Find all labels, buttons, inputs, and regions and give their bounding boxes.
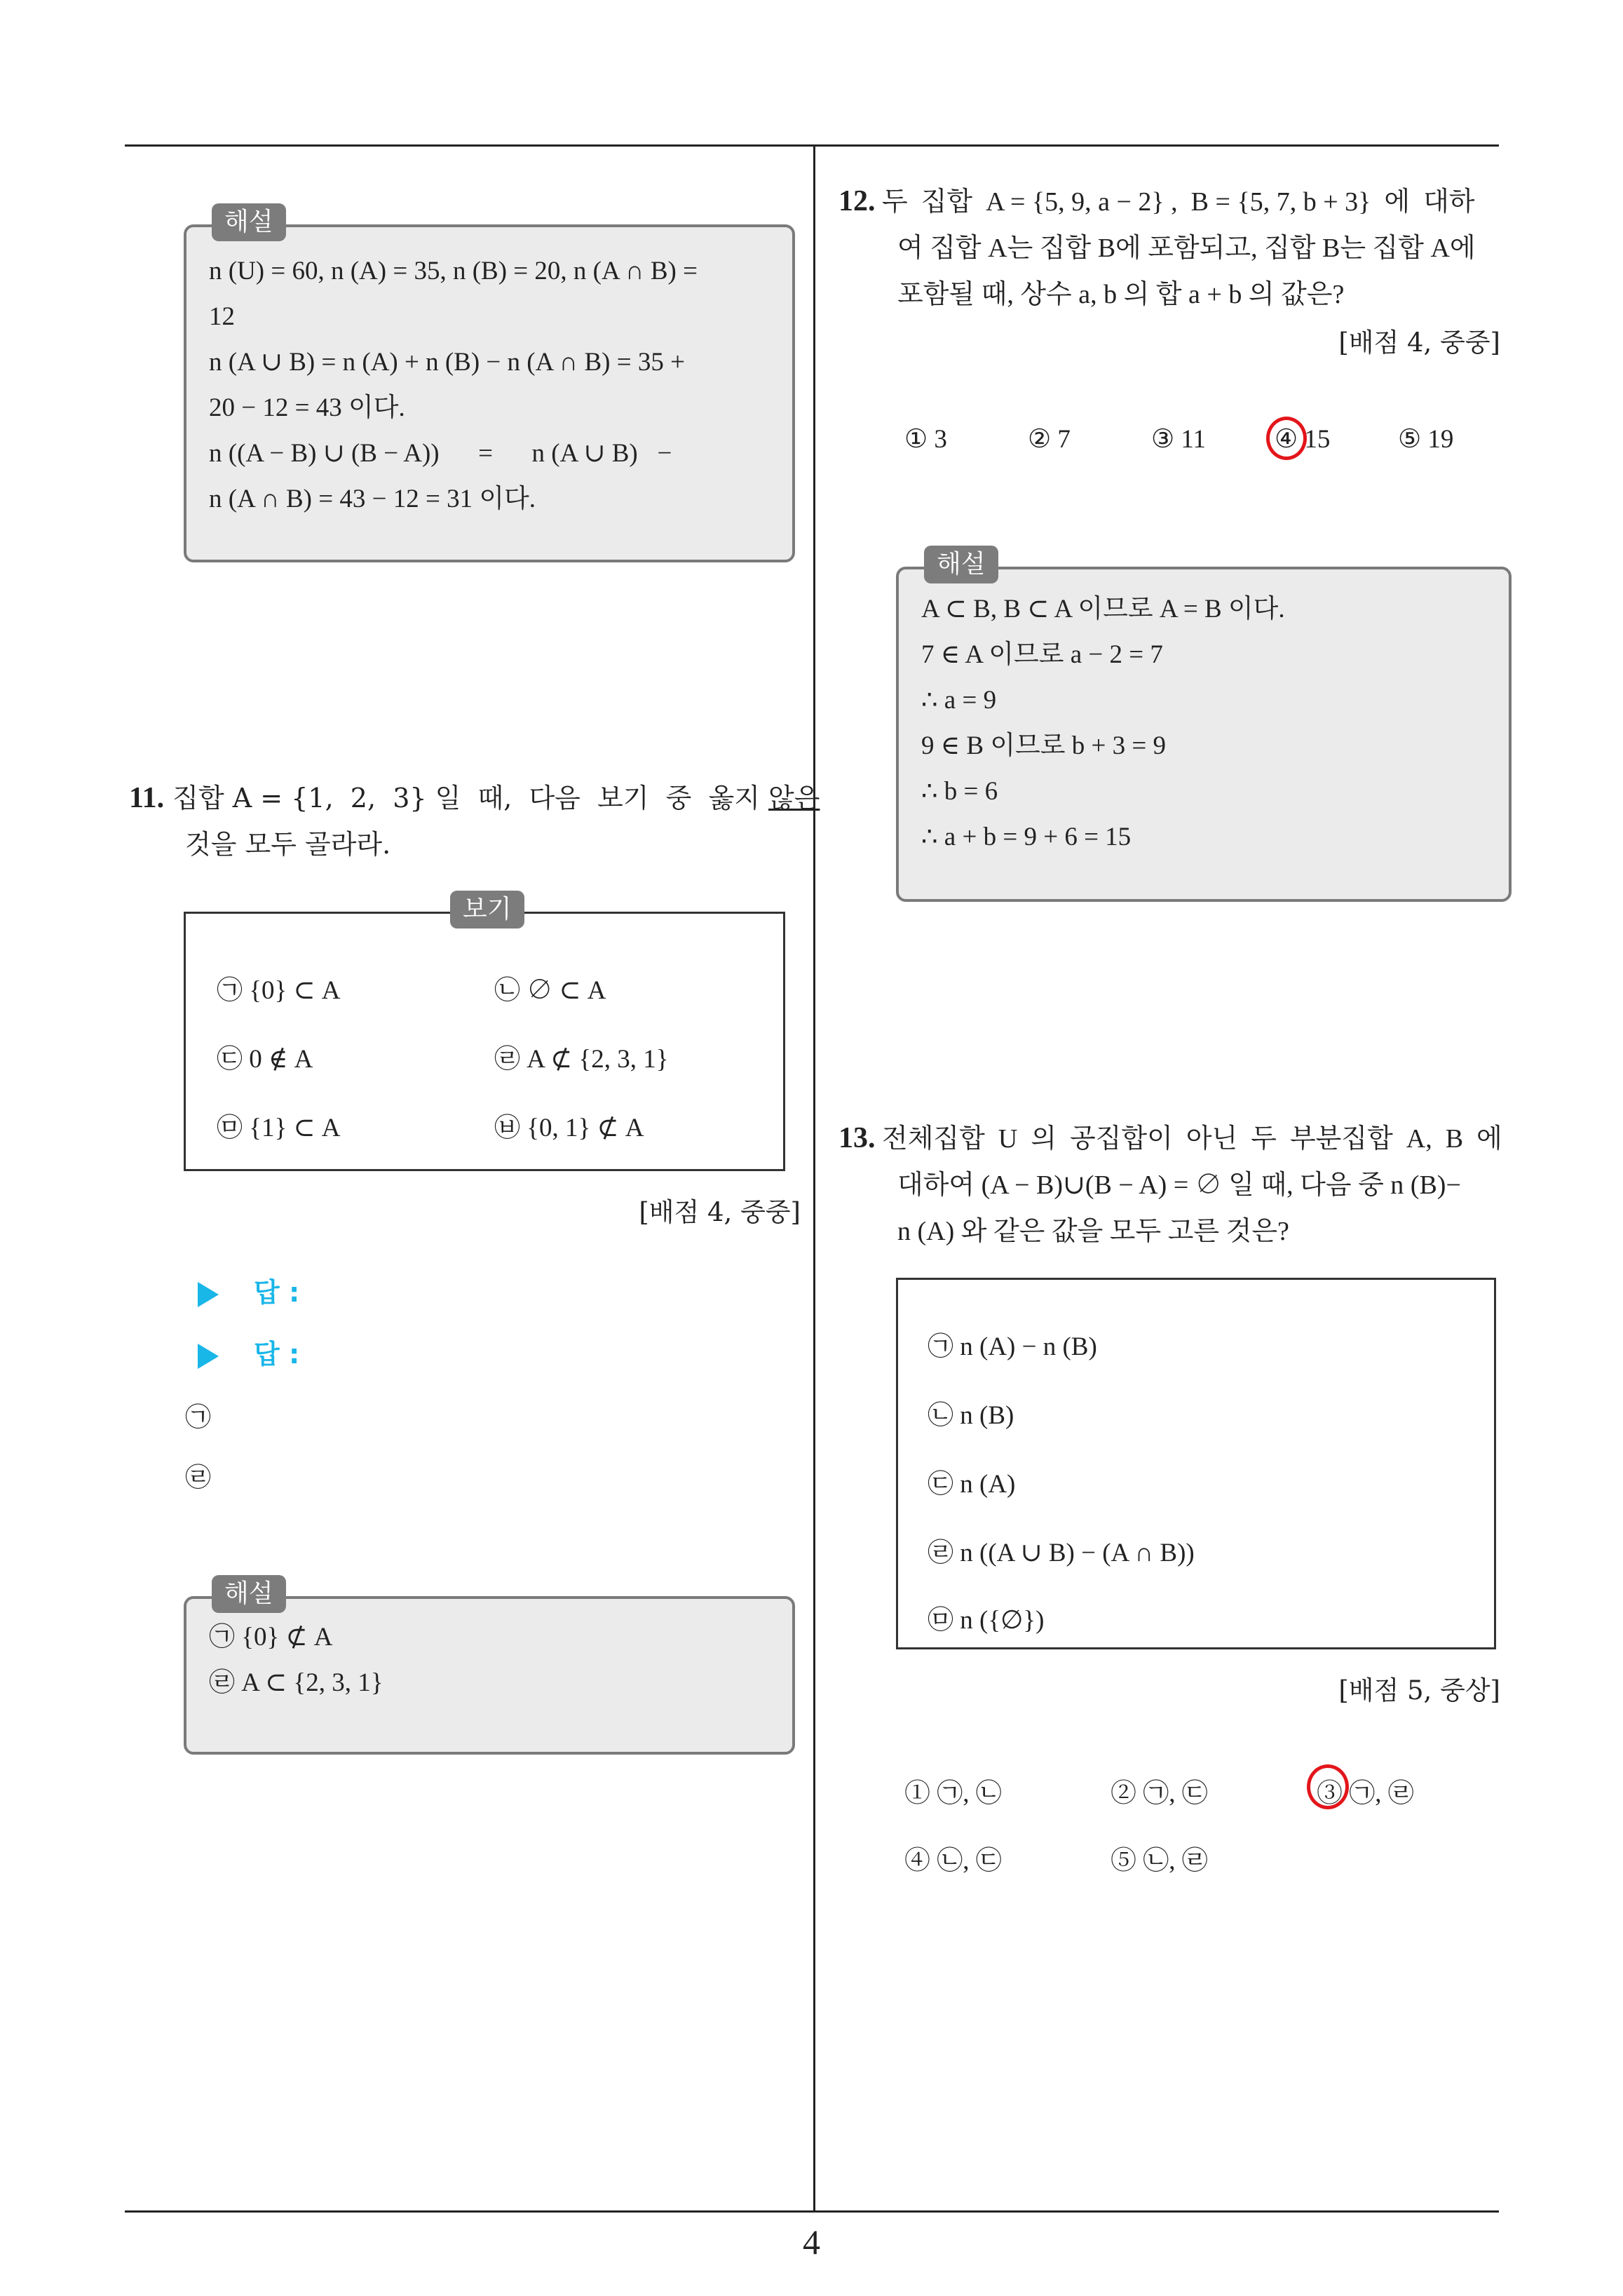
example-tag: 보기 <box>450 891 524 928</box>
solution-line: A ⊂ B, B ⊂ A 이므로 A = B 이다. <box>921 595 1285 623</box>
option-3[interactable]: ③ 11 <box>1151 425 1207 454</box>
column-divider <box>813 144 815 2212</box>
example-item: ㉣ A ⊄ {2, 3, 1} <box>494 1045 669 1074</box>
condition-item: ㉤ n ({∅}) <box>928 1606 1045 1635</box>
solution-line: ∴ a = 9 <box>921 686 997 715</box>
example-item: ㉠ {0} ⊂ A <box>217 976 341 1005</box>
solution-line: ㉣ A ⊂ {2, 3, 1} <box>209 1668 383 1697</box>
condition-item: ㉠ n (A) − n (B) <box>928 1332 1097 1361</box>
question-11 <box>129 775 820 867</box>
condition-item: ㉣ n ((A ∪ B) − (A ∩ B)) <box>928 1539 1195 1567</box>
condition-item: ㉢ n (A) <box>928 1470 1016 1499</box>
solution-line: 9 ∈ B 이므로 b + 3 = 9 <box>921 731 1167 760</box>
answer-label-1: 답 : <box>198 1271 299 1309</box>
option-2[interactable]: ② 7 <box>1028 425 1071 454</box>
solution-line: n (A ∩ B) = 43 − 12 = 31 이다. <box>209 485 536 513</box>
answer-mark-circle <box>1307 1764 1349 1809</box>
question-number: 12. <box>838 185 876 217</box>
option-2[interactable]: ② ㉠, ㉢ <box>1111 1779 1208 1808</box>
solution-box-q11 <box>184 1596 795 1755</box>
solution-tag: 해설 <box>924 546 998 583</box>
solution-tag: 해설 <box>212 1575 286 1613</box>
solution-line: ∴ a + b = 9 + 6 = 15 <box>921 823 1132 851</box>
solution-line: 7 ∈ A 이므로 a − 2 = 7 <box>921 640 1163 669</box>
option-4[interactable]: ④ 15 <box>1275 425 1331 454</box>
score-label: [배점 4, 중중] <box>1338 327 1500 358</box>
solution-box-q10 <box>184 224 795 562</box>
option-5[interactable]: ⑤ 19 <box>1398 425 1454 454</box>
solution-line: 20 − 12 = 43 이다. <box>209 393 405 422</box>
example-box <box>184 912 785 1171</box>
option-4[interactable]: ④ ㉡, ㉢ <box>904 1846 1002 1875</box>
question-text: 두 집합 A = {5, 9, a − 2} , B = {5, 7, b + 3} 에 대하 <box>882 187 1475 217</box>
example-item: ㉤ {1} ⊂ A <box>217 1114 341 1142</box>
solution-tag: 해설 <box>212 203 286 241</box>
option-1[interactable]: ① ㉠, ㉡ <box>904 1779 1002 1808</box>
question-text: 여 집합 A는 집합 B에 포함되고, 집합 B는 집합 A에 <box>897 234 1476 263</box>
score-label: [배점 4, 중중] <box>639 1197 801 1227</box>
option-5[interactable]: ⑤ ㉡, ㉣ <box>1111 1846 1208 1875</box>
solution-line: 12 <box>209 302 235 331</box>
question-text: 전체집합 U 의 공집합이 아닌 두 부분집합 A, B 에 <box>882 1124 1502 1154</box>
solution-line: ㉠ {0} ⊄ A <box>209 1623 333 1652</box>
answer-mark-circle <box>1266 417 1307 460</box>
question-number: 13. <box>838 1122 876 1154</box>
question-number: 11. <box>129 782 165 814</box>
answer-value: ㉠ <box>185 1403 211 1432</box>
example-item: ㉥ {0, 1} ⊄ A <box>494 1114 644 1142</box>
question-text: 것을 모두 골라라. <box>185 829 391 860</box>
underlined-word: 않은 <box>768 783 820 813</box>
option-3[interactable]: ③ ㉠, ㉣ <box>1317 1779 1414 1808</box>
play-arrow-icon <box>198 1344 219 1369</box>
question-12 <box>838 178 1519 318</box>
answer-label-2: 답 : <box>198 1332 299 1371</box>
condition-item: ㉡ n (B) <box>928 1401 1014 1430</box>
option-1[interactable]: ① 3 <box>904 425 947 454</box>
answer-value: ㉣ <box>185 1464 211 1492</box>
score-label: [배점 5, 중상] <box>1338 1675 1500 1706</box>
example-item: ㉡ ∅ ⊂ A <box>494 976 606 1005</box>
top-rule <box>125 144 1499 147</box>
play-arrow-icon <box>198 1282 219 1307</box>
solution-line: ∴ b = 6 <box>921 777 998 806</box>
question-text: 집합 A = {1, 2, 3} 일 때, 다음 보기 중 옳지 <box>172 783 768 813</box>
question-text: n (A) 와 같은 값을 모두 고른 것은? <box>897 1217 1289 1246</box>
condition-box <box>896 1278 1496 1649</box>
question-text: 포함될 때, 상수 a, b 의 합 a + b 의 값은? <box>897 280 1345 309</box>
example-item: ㉢ 0 ∉ A <box>217 1045 313 1074</box>
solution-line: n (U) = 60, n (A) = 35, n (B) = 20, n (A ∩ B) = <box>209 257 698 285</box>
question-text: 대하여 (A − B)∪(B − A) = ∅ 일 때, 다음 중 n (B)− <box>897 1170 1461 1200</box>
bottom-rule <box>125 2210 1499 2213</box>
question-13 <box>838 1115 1519 1255</box>
solution-line: n ((A − B) ∪ (B − A)) = n (A ∪ B) − <box>209 439 672 468</box>
page-number: 4 <box>803 2222 820 2262</box>
solution-box-q12 <box>896 567 1512 902</box>
solution-line: n (A ∪ B) = n (A) + n (B) − n (A ∩ B) = 35 + <box>209 348 685 377</box>
